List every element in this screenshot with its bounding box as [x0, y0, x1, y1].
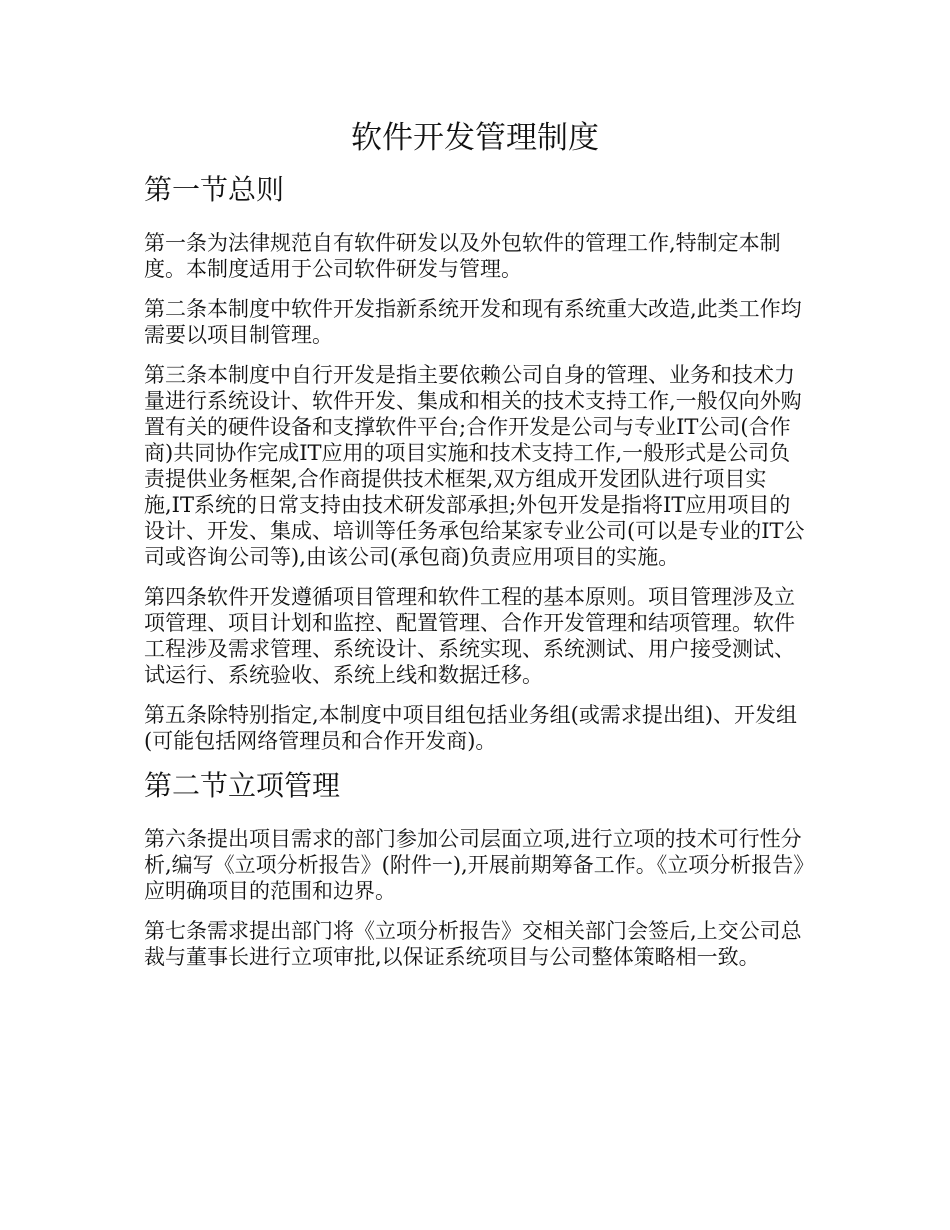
document-body — [144, 172, 809, 984]
paragraph-article-2: 第二条本制度中软件开发指新系统开发和现有系统重大改造,此类工作均需要以项目制管理。 — [144, 297, 802, 347]
section-heading: 第二节立项管理 — [144, 769, 341, 802]
paragraph-article-6: 第六条提出项目需求的部门参加公司层面立项,进行立项的技术可行性分析,编写《立项分析报告》(附件一),开展前期筹备工作。《立项分析报告》应明确项目的范围和边界。 — [144, 827, 804, 903]
paragraph-article-7: 第七条需求提出部门将《立项分析报告》交相关部门会签后,上交公司总裁与董事长进行立项审批,以保证系统项目与公司整体策略相一致。 — [144, 919, 802, 969]
paragraph-article-1: 第一条为法律规范自有软件研发以及外包软件的管理工作,特制定本制度。本制度适用于公司软件研发与管理。 — [144, 231, 781, 281]
paragraph-article-3: 第三条本制度中自行开发是指主要依赖公司自身的管理、业务和技术力量进行系统设计、软件开发、集成和相关的技术支持工作,一般仅向外购置有关的硬件设备和支撑软件平台;合作开发是公司与专业IT公司(合作商)共同协作完成IT应用的项目实施和技术支持工作,一般形式是公司负责提供业务框架,合作商提供技术框架,双方组成开发团队进行项目实施,IT系统的日常支持由技术研发部承担;外包开发是指将IT应用项目的设计、开发、集成、培训等任务承包给某家专业公司(可以是专业的IT公司或咨询公司等),由该公司(承包商)负责应用项目的实施。 — [144, 363, 805, 569]
paragraph-article-5: 第五条除特别指定,本制度中项目组包括业务组(或需求提出组)、开发组(可能包括网络管理员和合作开发商)。 — [144, 703, 798, 753]
section-heading: 第一节总则 — [144, 173, 285, 206]
paragraph-article-4: 第四条软件开发遵循项目管理和软件工程的基本原则。项目管理涉及立项管理、项目计划和监控、配置管理、合作开发管理和结项管理。软件工程涉及需求管理、系统设计、系统实现、系统测试、用户接受测试、试运行、系统验收、系统上线和数据迁移。 — [144, 585, 795, 687]
document-title: 软件开发管理制度 — [351, 120, 599, 156]
